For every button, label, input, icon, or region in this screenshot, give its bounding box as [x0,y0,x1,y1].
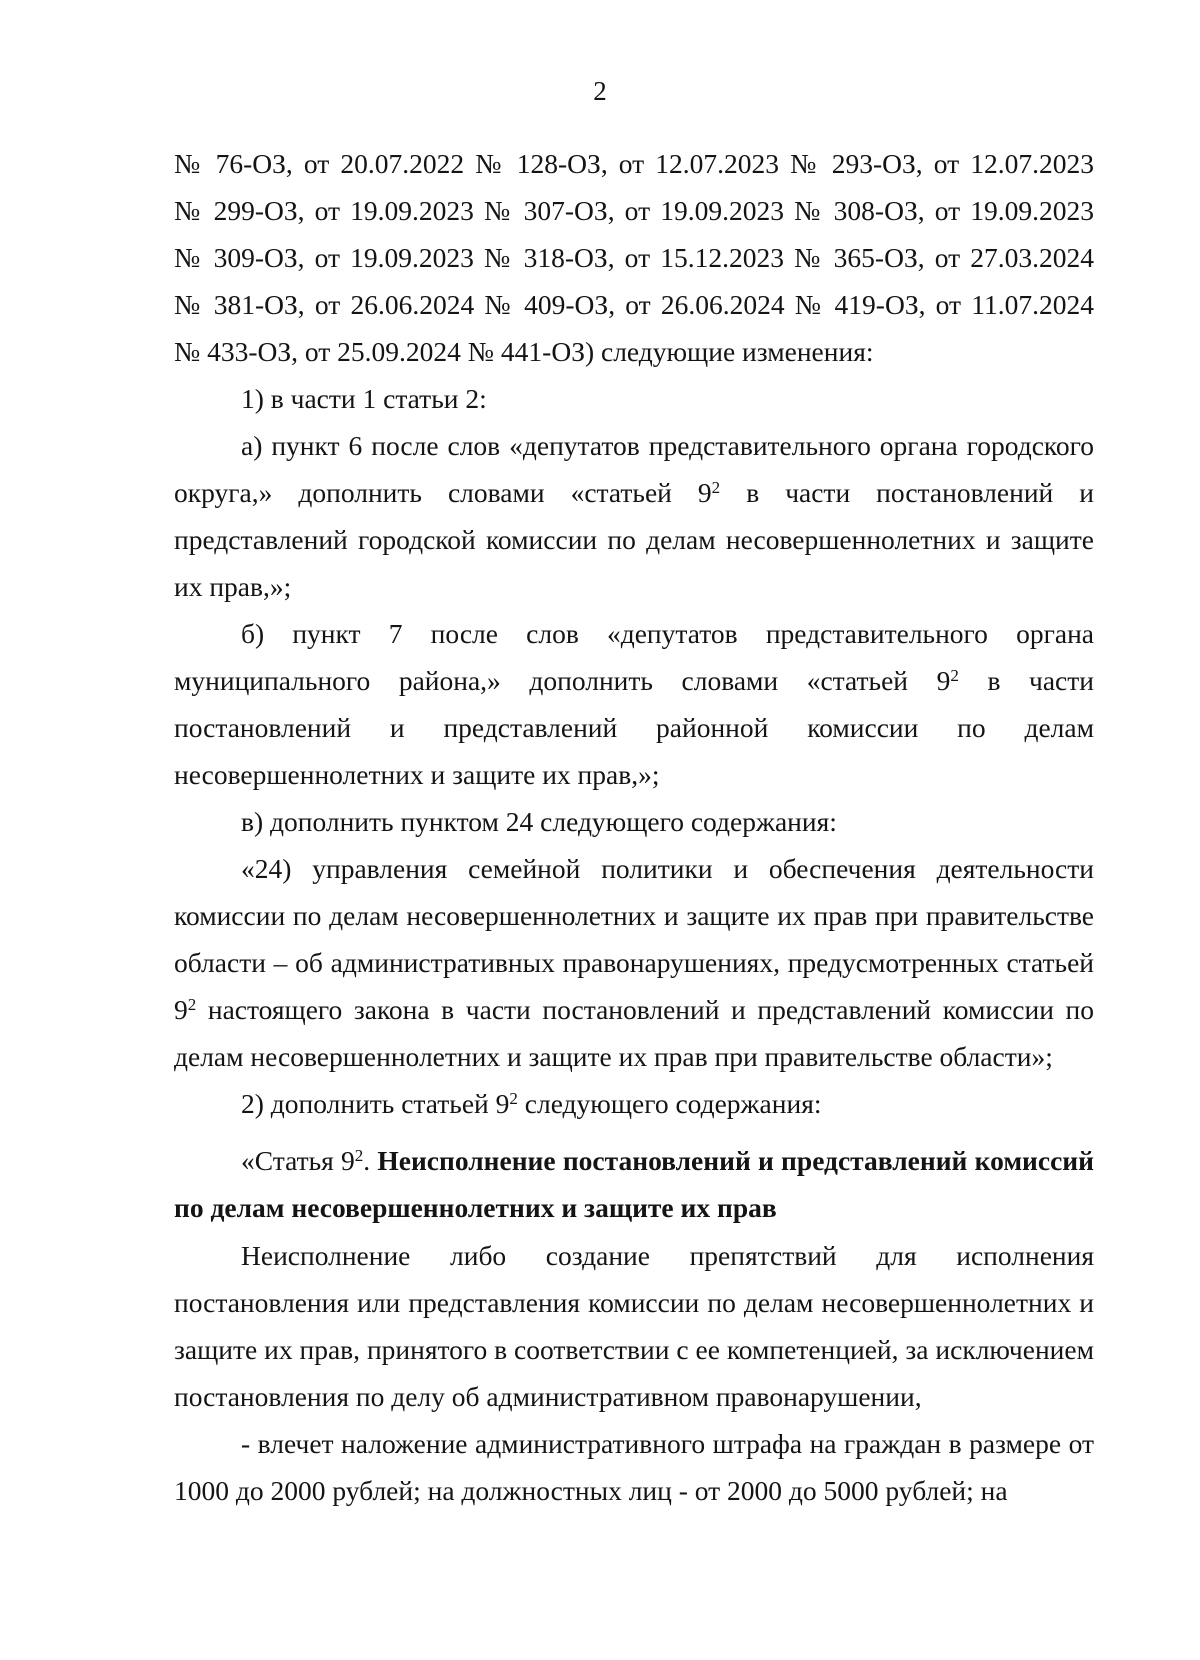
paragraph-item-24 [174,845,1094,1080]
superscript: 2 [354,1145,364,1165]
paragraph-item-1: 1) в части 1 статьи 2: [241,383,487,414]
item-2-text-start: 2) дополнить статьей 9 [241,1088,510,1119]
superscript: 2 [509,1088,518,1108]
paragraph-item-2 [174,1080,1094,1127]
text-line: № 76-ОЗ, от 20.07.2022 № 128-ОЗ, от 12.07.2023 № 293-ОЗ, от 12.07.2023 [174,148,1094,179]
item-2-text-end: следующего содержания: [517,1088,822,1119]
paragraph-item-b [174,610,1094,798]
superscript: 2 [187,994,197,1014]
paragraph-item-v: в) дополнить пунктом 24 следующего содержания: [241,806,837,837]
article-title: Неисполнение постановлений и представлений комиссий по делам несовершеннолетних и защите их прав [174,1145,1094,1223]
superscript: 2 [950,665,959,685]
item-b-text-start: б) пункт 7 после слов «депутатов представительного органа муниципального района,» дополнить словами «статьей 9 [174,618,1094,696]
text-line: № 309-ОЗ, от 19.09.2023 № 318-ОЗ, от 15.12.2023 № 365-ОЗ, от 27.03.2024 [174,242,1094,273]
text-line: № 433-ОЗ, от 25.09.2024 № 441-ОЗ) следующие изменения: [174,336,874,367]
page-number: 2 [593,76,607,106]
superscript: 2 [711,477,721,497]
item-a-text-end: в части постановлений и представлений городской комиссии по делам несовершеннолетних и защите их прав,»; [174,477,1094,602]
paragraph-item-a [174,422,1094,610]
item-24-text-end: настоящего закона в части постановлений и представлений комиссии по делам несовершеннолетних и защите их прав при правительстве области»; [174,994,1094,1072]
document-body [174,140,1094,1514]
article-label: «Статья 9 [241,1145,355,1176]
paragraph-law-references [174,140,1094,375]
article-label-dot: . [363,1145,378,1176]
item-b-text-end: в части постановлений и представлений районной комиссии по делам несовершеннолетних и защите их прав,»; [174,665,1094,790]
text-line: № 299-ОЗ, от 19.09.2023 № 307-ОЗ, от 19.09.2023 № 308-ОЗ, от 19.09.2023 [174,195,1094,226]
paragraph-article-text: Неисполнение либо создание препятствий для исполнения постановления или представления комиссии по делам несовершеннолетних и защите их прав, принятого в соответствии с ее компетенцией, за исключением постановления по делу об административном правонарушении, [174,1240,1094,1412]
paragraph-penalty: - влечет наложение административного штрафа на граждан в размере от 1000 до 2000 рублей; на должностных лиц - от 2000 до 5000 рублей; на [174,1428,1094,1506]
text-line: № 381-ОЗ, от 26.06.2024 № 409-ОЗ, от 26.06.2024 № 419-ОЗ, от 11.07.2024 [174,289,1094,320]
article-heading [174,1137,1094,1231]
item-24-text-start: «24) управления семейной политики и обеспечения деятельности комиссии по делам несовершеннолетних и защите их прав при правительстве области – об административных правонарушениях, предусмотренных статьей 9 [174,853,1094,1025]
item-a-text-start: а) пункт 6 после слов «депутатов представительного органа городского округа,» дополнить словами «статьей 9 [174,430,1094,508]
